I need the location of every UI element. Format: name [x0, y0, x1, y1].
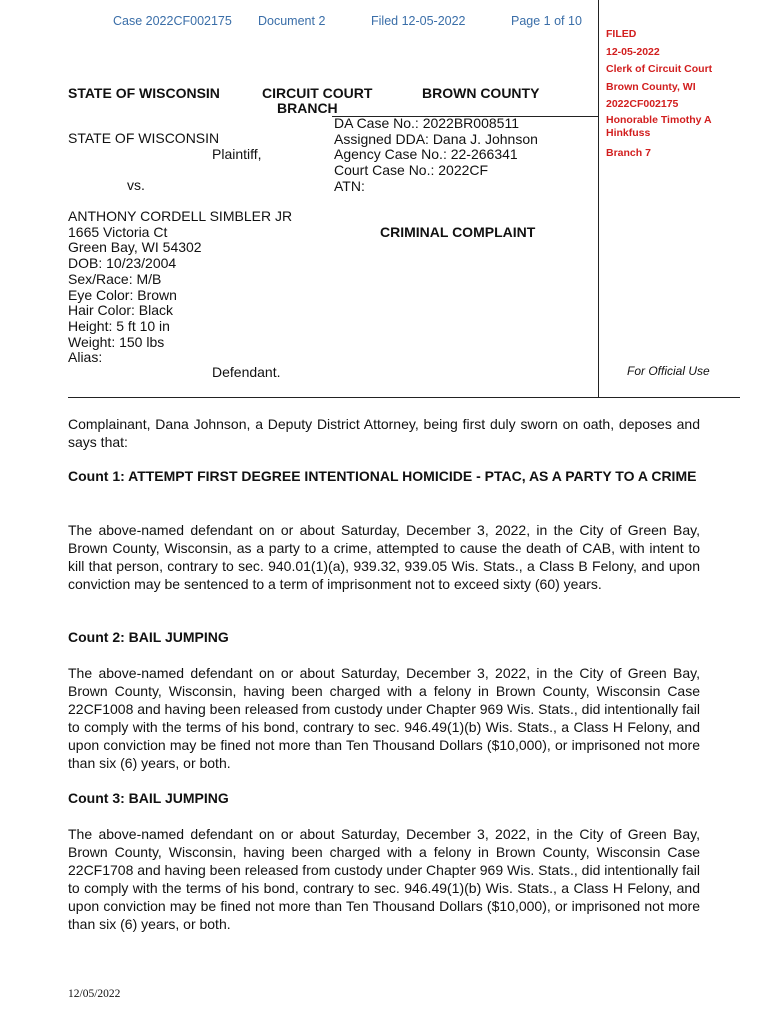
header-document-number: Document 2: [258, 14, 326, 28]
defendant-line: Alias:: [68, 349, 103, 366]
complaint-title: CRIMINAL COMPLAINT: [380, 224, 536, 240]
count-2-text: The above-named defendant on or about Saturday, December 3, 2022, in the City of Green Bay, Brown County, Wisconsin, having been charged with a felony in Brown County, Wisconsin Case 22CF1008 and having been released from custody under Chapter 969 Wis. Stats., did intentionally fail to comply with the terms of his bond, contrary to sec. 946.49(1)(b) Wis. Stats., a Class H Felony, and upon conviction may be fined not more than Ten Thousand Dollars ($10,000), or imprisoned not more than six (6) years, or both.: [68, 665, 700, 771]
header-case-number: Case 2022CF002175: [113, 14, 232, 28]
caption-county: BROWN COUNTY: [422, 85, 540, 101]
case-info-line: Agency Case No.: 22-266341: [334, 146, 518, 163]
caption-branch: BRANCH: [277, 100, 338, 116]
stamp-line: FILED: [606, 28, 637, 40]
plaintiff-label: Plaintiff,: [212, 146, 262, 162]
count-1-title: Count 1: ATTEMPT FIRST DEGREE INTENTIONAL HOMICIDE - PTAC, AS A PARTY TO A CRIME: [68, 468, 697, 484]
stamp-line: Brown County, WI: [606, 80, 696, 93]
caption-bottom-rule: [68, 397, 740, 398]
caption-court: CIRCUIT COURT: [262, 85, 373, 101]
header-filed-date: Filed 12-05-2022: [371, 14, 466, 28]
count-3-title: Count 3: BAIL JUMPING: [68, 790, 229, 806]
official-use-divider: [598, 0, 599, 398]
defendant-line: DOB: 10/23/2004: [68, 255, 177, 272]
count-3-text: The above-named defendant on or about Saturday, December 3, 2022, in the City of Green Bay, Brown County, Wisconsin, having been charged with a felony in Brown County, Wisconsin Case 22CF1708 and having been released from custody under Chapter 969 Wis. Stats., did intentionally fail to comply with the terms of his bond, contrary to sec. 946.49(1)(b) Wis. Stats., a Class H Felony, and upon conviction may be fined not more than Ten Thousand Dollars ($10,000), or imprisoned not more than six (6) years, or both.: [68, 826, 700, 932]
defendant-line: Green Bay, WI 54302: [68, 239, 202, 256]
stamp-line: Clerk of Circuit Court: [606, 63, 713, 75]
defendant-label: Defendant.: [212, 364, 281, 380]
case-info-line: Court Case No.: 2022CF: [334, 162, 489, 179]
count-1-text: The above-named defendant on or about Saturday, December 3, 2022, in the City of Green Bay, Brown County, Wisconsin, as a party to a crime, attempted to cause the death of CAB, with intent to kill that person, contrary to sec. 940.01(1)(a), 939.32, 939.05 Wis. Stats., a Class B Felony, and upon conviction may be sentenced to a term of imprisonment not to exceed sixty (60) years.: [68, 522, 700, 592]
defendant-line: Weight: 150 lbs: [68, 333, 165, 350]
versus-label: vs.: [127, 177, 145, 193]
stamp-line: Hinkfuss: [606, 126, 651, 139]
defendant-line: Hair Color: Black: [68, 302, 174, 319]
defendant-line: ANTHONY CORDELL SIMBLER JR: [68, 208, 293, 224]
caption-state: STATE OF WISCONSIN: [68, 85, 220, 101]
official-use-label: For Official Use: [627, 364, 710, 378]
defendant-line: Height: 5 ft 10 in: [68, 317, 170, 334]
defendant-line: Eye Color: Brown: [68, 286, 177, 303]
case-info-line: DA Case No.: 2022BR008511: [334, 115, 519, 131]
intro-paragraph: Complainant, Dana Johnson, a Deputy District Attorney, being first duly sworn on oath, deposes and says that:: [68, 416, 700, 450]
plaintiff-name: STATE OF WISCONSIN: [68, 130, 220, 146]
stamp-line: Honorable Timothy A: [606, 113, 712, 126]
filing-stamp: [606, 26, 746, 162]
stamp-line: Branch 7: [606, 146, 651, 159]
header-page-number: Page 1 of 10: [511, 14, 582, 28]
case-info-block: [334, 116, 538, 195]
defendant-block: [68, 209, 292, 366]
defendant-line: 1665 Victoria Ct: [68, 223, 168, 240]
stamp-line: 12-05-2022: [606, 45, 660, 58]
count-2-title: Count 2: BAIL JUMPING: [68, 629, 229, 645]
case-info-line: Assigned DDA: Dana J. Johnson: [334, 130, 538, 147]
case-info-line: ATN:: [334, 177, 365, 194]
stamp-line: 2022CF002175: [606, 98, 679, 110]
defendant-line: Sex/Race: M/B: [68, 270, 162, 287]
footer-date: 12/05/2022: [68, 988, 121, 1000]
